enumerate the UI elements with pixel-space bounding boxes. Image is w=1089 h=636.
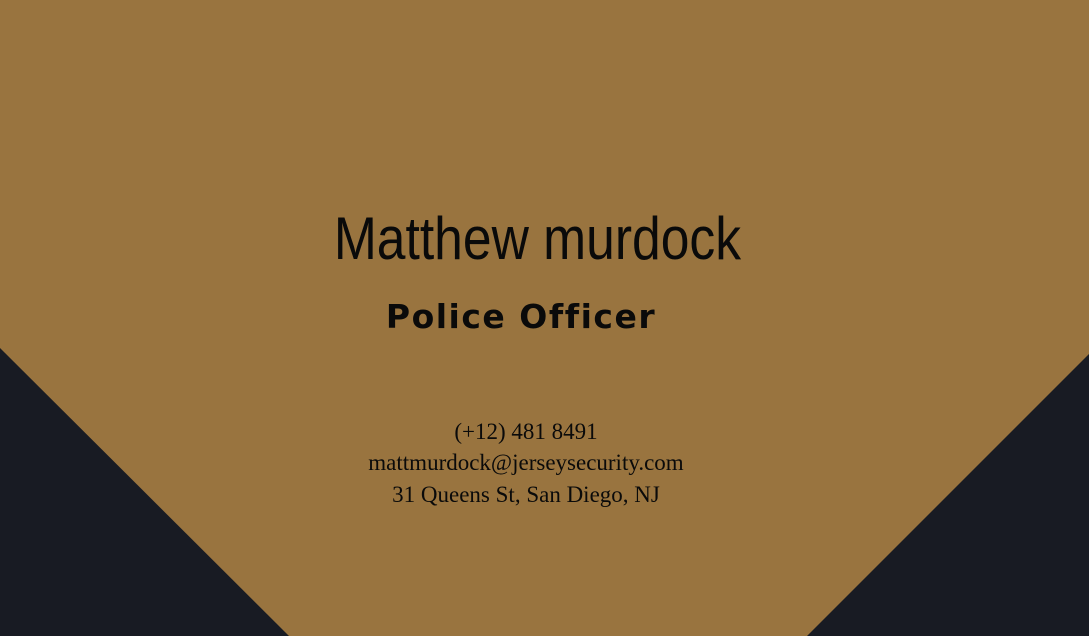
email-address: mattmurdock@jerseysecurity.com (368, 450, 684, 475)
job-title: Police Officer (385, 297, 657, 336)
phone-number: (+12) 481 8491 (454, 419, 598, 444)
person-name: Matthew murdock (333, 205, 742, 272)
street-address: 31 Queens St, San Diego, NJ (392, 482, 660, 507)
